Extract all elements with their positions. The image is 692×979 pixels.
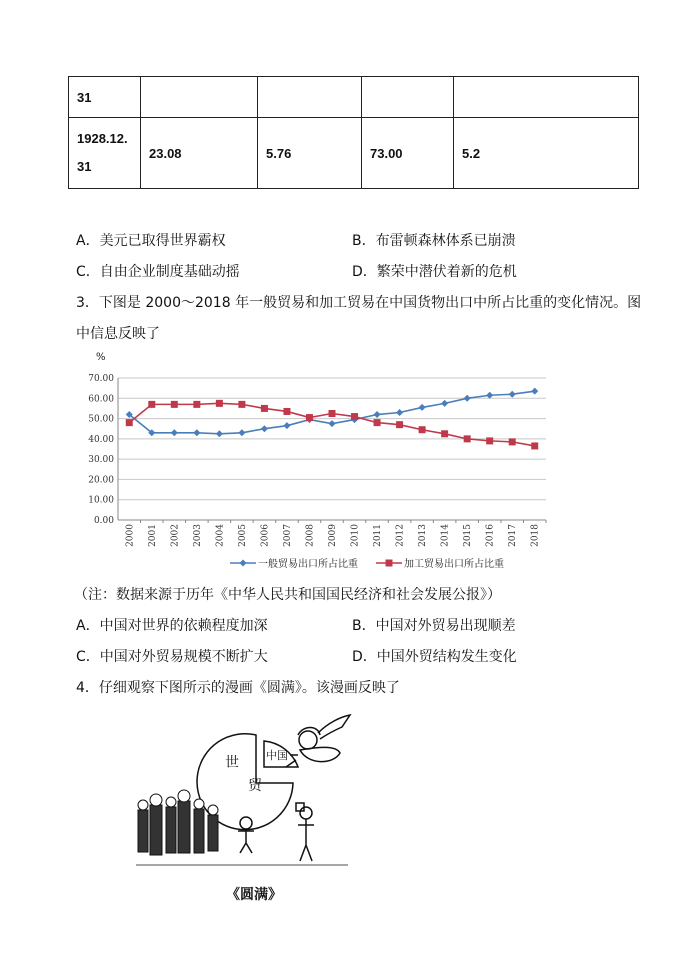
x-tick-label: 2003 xyxy=(192,524,203,547)
date-line-1: 1928.12. xyxy=(77,131,128,146)
data-point-processing-trade xyxy=(441,430,448,437)
data-point-processing-trade xyxy=(396,421,403,428)
data-point-processing-trade xyxy=(126,419,133,426)
y-tick-label: 30.00 xyxy=(88,455,114,466)
y-tick-label: 20.00 xyxy=(88,475,114,486)
y-tick-label: 0.00 xyxy=(93,516,114,526)
data-point-general-trade xyxy=(441,400,448,407)
question-4-stem: 4．仔细观察下图所示的漫画《圆满》。该漫画反映了 xyxy=(76,680,400,696)
table-row xyxy=(69,77,639,118)
data-point-general-trade xyxy=(329,420,336,427)
x-tick-label: 2017 xyxy=(508,524,519,547)
x-tick-label: 2015 xyxy=(463,524,474,547)
flying-figure xyxy=(286,715,350,767)
data-point-processing-trade xyxy=(171,401,178,408)
china-label: 中国 xyxy=(266,749,288,762)
table-cell xyxy=(454,77,639,118)
data-point-processing-trade xyxy=(329,410,336,417)
jumping-child xyxy=(238,817,254,853)
option-b: B．布雷顿森林体系已崩溃 xyxy=(352,233,516,249)
table-cell: 5.2 xyxy=(454,118,639,189)
option-d: D．繁荣中潜伏着新的危机 xyxy=(352,264,517,280)
legend-marker xyxy=(386,560,393,567)
data-point-general-trade xyxy=(238,429,245,436)
data-point-processing-trade xyxy=(216,400,223,407)
standing-figure xyxy=(296,803,314,861)
x-tick-label: 2001 xyxy=(147,524,158,547)
table-cell-date xyxy=(69,118,141,189)
data-point-general-trade xyxy=(486,392,493,399)
y-tick-label: 40.00 xyxy=(88,434,114,445)
x-tick-label: 2009 xyxy=(328,524,338,547)
question-3-stem: 3．下图是 2000～2018 年一般贸易和加工贸易在中国货物出口中所占比重的变化情况。图 xyxy=(76,295,642,311)
option-a: A．中国对世界的依赖程度加深 xyxy=(76,618,268,634)
table-cell: 5.76 xyxy=(258,118,362,189)
data-point-processing-trade xyxy=(509,438,516,445)
date-line-2: 31 xyxy=(77,159,92,174)
legend-marker xyxy=(240,560,247,567)
legend-label: 一般贸易出口所占比重 xyxy=(258,559,358,570)
data-point-general-trade xyxy=(374,411,381,418)
data-point-processing-trade xyxy=(193,401,200,408)
x-tick-label: 2002 xyxy=(170,524,181,547)
option-c: C．中国对外贸易规模不断扩大 xyxy=(76,649,268,665)
data-point-processing-trade xyxy=(261,405,268,412)
data-point-general-trade xyxy=(216,430,223,437)
table-cell: 23.08 xyxy=(141,118,258,189)
option-c: C．自由企业制度基础动摇 xyxy=(76,264,240,280)
data-point-general-trade xyxy=(419,404,426,411)
data-point-general-trade xyxy=(396,409,403,416)
y-unit-label: % xyxy=(96,352,106,363)
data-point-processing-trade xyxy=(306,414,313,421)
crowd-figures xyxy=(138,790,218,855)
data-point-processing-trade xyxy=(531,442,538,449)
trade-share-line-chart xyxy=(60,360,560,575)
x-tick-label: 2010 xyxy=(350,524,361,547)
data-point-general-trade xyxy=(283,422,290,429)
data-point-processing-trade xyxy=(283,408,290,415)
y-tick-label: 70.00 xyxy=(88,374,114,384)
data-point-processing-trade xyxy=(374,419,381,426)
y-tick-label: 50.00 xyxy=(88,414,114,425)
x-tick-label: 2014 xyxy=(440,524,451,547)
table-cell xyxy=(362,77,454,118)
chart-note: （注：数据来源于历年《中华人民共和国国民经济和社会发展公报》） xyxy=(74,587,501,603)
table-cell: 73.00 xyxy=(362,118,454,189)
data-point-processing-trade xyxy=(238,401,245,408)
x-tick-label: 2011 xyxy=(373,524,384,547)
legend-label: 加工贸易出口所占比重 xyxy=(404,559,504,570)
y-tick-label: 10.00 xyxy=(88,495,114,506)
question-3-stem-cont: 中信息反映了 xyxy=(76,326,160,342)
data-point-processing-trade xyxy=(351,413,358,420)
cartoon-yuanman xyxy=(128,705,358,875)
table-row xyxy=(69,118,639,189)
x-tick-label: 2004 xyxy=(215,524,226,547)
data-point-processing-trade xyxy=(464,435,471,442)
x-tick-label: 2006 xyxy=(260,524,271,547)
table-cell xyxy=(141,77,258,118)
x-tick-label: 2016 xyxy=(485,524,496,547)
option-d: D．中国外贸结构发生变化 xyxy=(352,649,517,665)
x-tick-label: 2013 xyxy=(418,524,429,547)
x-tick-label: 2012 xyxy=(395,524,406,547)
table-cell: 31 xyxy=(69,77,141,118)
cartoon-char-shi: 世 xyxy=(225,755,239,771)
data-point-processing-trade xyxy=(148,401,155,408)
data-point-general-trade xyxy=(531,388,538,395)
data-point-general-trade xyxy=(509,391,516,398)
option-a: A．美元已取得世界霸权 xyxy=(76,233,226,249)
data-point-general-trade xyxy=(193,429,200,436)
cartoon-char-mao: 贸 xyxy=(248,778,262,794)
option-b: B．中国对外贸易出现顺差 xyxy=(352,618,516,634)
x-tick-label: 2007 xyxy=(282,524,293,547)
data-point-general-trade xyxy=(464,395,471,402)
cartoon-caption: 《圆满》 xyxy=(226,887,282,903)
x-tick-label: 2005 xyxy=(237,524,248,547)
y-tick-label: 60.00 xyxy=(88,394,114,405)
data-point-processing-trade xyxy=(486,437,493,444)
table-cell xyxy=(258,77,362,118)
x-tick-label: 2008 xyxy=(305,524,316,547)
x-tick-label: 2018 xyxy=(530,524,541,547)
data-point-general-trade xyxy=(171,429,178,436)
data-point-processing-trade xyxy=(419,426,426,433)
data-point-general-trade xyxy=(261,425,268,432)
x-tick-label: 2000 xyxy=(125,524,136,547)
data-table xyxy=(68,76,639,189)
